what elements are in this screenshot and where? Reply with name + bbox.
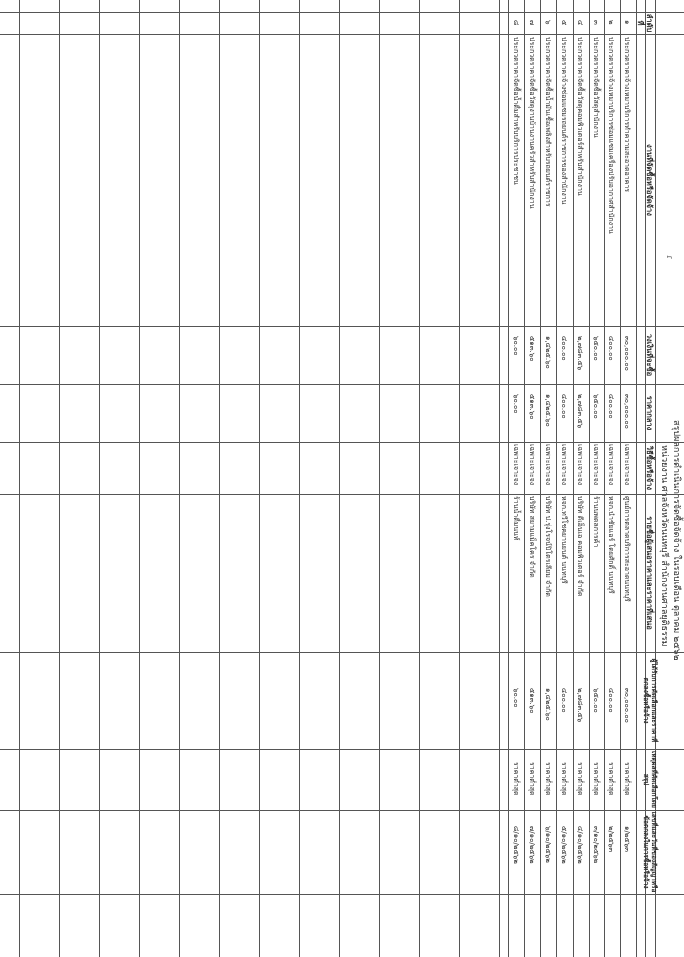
header-winner: ผู้ได้รับการคัดเลือกและราคาที่ตกลงซื้อหรือจ้าง xyxy=(642,658,658,743)
header-budget: วงเงินที่จะซื้อ xyxy=(645,333,654,377)
table-row-2-vendor: ร้านนพดลการค้า xyxy=(592,496,600,548)
table-row-4-work: ประกวดราคาจ้างซ่อมแซมรถยนต์ราชการของสำนักงาน xyxy=(560,37,568,205)
table-row-7-budget: ๖๐.๐๐ xyxy=(512,336,520,356)
table-row-5-no: ๖ xyxy=(544,20,552,25)
pen-mark: ɾ xyxy=(664,255,674,260)
table-row-7-contract: ๘/๑๐/๒๕๖๒ xyxy=(512,826,520,864)
table-row-7-price: ๖๐.๐๐ xyxy=(512,688,520,708)
table-row-0-vendor: ศูนย์การตลาดบริการสะอาดนนทบุรี xyxy=(623,496,631,602)
table-row-4-method: เฉพาะเจาะจง xyxy=(560,444,568,486)
table-row-1-budget: ๔๐๐.๐๐ xyxy=(607,336,615,361)
table-row-7-vendor: ร้านน้ำดื่มนนท์ xyxy=(512,496,520,541)
table-row-7-no: ๘ xyxy=(512,20,520,26)
report-subtitle: หน่วยงาน ศาลจังหวัดนนทบุรี สำนักงานศาลยุติธรรม xyxy=(659,445,669,647)
table-row-2-method: เฉพาะเจาะจง xyxy=(592,444,600,486)
table-row-3-method: เฉพาะเจาะจง xyxy=(576,444,584,486)
table-row-6-reason: ราคาต่ำสุด xyxy=(528,762,536,796)
table-row-4-median: ๔๐๐.๐๐ xyxy=(560,394,568,419)
table-row-7-work: ประกวดราคาจัดซื้อน้ำดื่มสำหรับบริการประชาชน xyxy=(512,37,520,185)
header-no: ลำดับที่ xyxy=(636,13,654,33)
table-row-6-vendor: บริษัท สยามแม็คโคร จำกัด xyxy=(528,496,536,578)
table-row-1-price: ๔๐๐.๐๐ xyxy=(607,688,615,713)
table-row-6-budget: ๕๑๓.๖๐ xyxy=(528,336,536,362)
table-row-3-contract: ๔/๑๐/๒๕๖๒ xyxy=(576,826,584,864)
table-row-3-price: ๒,๗๘๓.๕๖ xyxy=(576,688,584,723)
table-row-2-reason: ราคาต่ำสุด xyxy=(592,762,600,796)
table-row-4-price: ๔๐๐.๐๐ xyxy=(560,688,568,713)
table-row-2-work: ประกวดราคาจัดซื้อวัสดุสำนักงาน xyxy=(592,37,600,138)
table-row-2-budget: ๖๕๐.๐๐ xyxy=(592,336,600,361)
table-row-4-contract: ๕/๑๐/๒๕๖๒ xyxy=(560,826,568,864)
table-row-7-median: ๖๐.๐๐ xyxy=(512,394,520,414)
table-row-6-contract: ๗/๑๐/๒๕๖๒ xyxy=(528,826,536,864)
table-row-1-work: ประกวดราคาจ้างเหมาบริการซ่อมแซมเครื่องปรับอากาศสำนักงาน xyxy=(607,37,615,234)
report-title: สรุปผลการดำเนินการจัดซื้อจัดจ้าง ในรอบเดือน ตุลาคม ๒๕๖๒ xyxy=(671,420,681,661)
table-row-4-budget: ๔๐๐.๐๐ xyxy=(560,336,568,361)
header-reason: เหตุผลที่คัดเลือกโดยสรุป xyxy=(642,751,658,808)
table-row-1-reason: ราคาต่ำสุด xyxy=(607,762,615,796)
table-row-6-median: ๕๑๓.๖๐ xyxy=(528,394,536,420)
table-row-6-method: เฉพาะเจาะจง xyxy=(528,444,536,486)
table-row-7-reason: ราคาต่ำสุด xyxy=(512,762,520,796)
table-row-3-median: ๒,๗๘๓.๕๖ xyxy=(576,394,584,429)
table-row-5-price: ๑,๔๒๕.๖๐ xyxy=(544,688,552,721)
header-contract: เลขที่และวันที่ของสัญญาหรือข้อตกลงในการซื้อหรือจ้าง xyxy=(642,811,658,893)
table-row-2-price: ๖๕๐.๐๐ xyxy=(592,688,600,713)
table-row-1-median: ๔๐๐.๐๐ xyxy=(607,394,615,419)
table-row-6-work: ประกวดราคาจัดซื้อวัสดุงานบ้านงานครัวสำหรับสำนักงาน xyxy=(528,37,536,209)
table-row-6-no: ๗ xyxy=(528,20,536,26)
table-row-1-no: ๒ xyxy=(607,20,615,25)
table-row-0-work: ประกวดราคาจ้างเหมาบริการทำความสะอาดอาคาร xyxy=(623,37,631,193)
table-row-3-vendor: บริษัท ดีเอ็นเอ คอมพิวเตอร์ จำกัด xyxy=(576,496,584,597)
table-row-5-method: เฉพาะเจาะจง xyxy=(544,444,552,486)
table-row-0-price: ๓๐,๐๐๐.๐๐ xyxy=(623,688,631,723)
table-row-5-reason: ราคาต่ำสุด xyxy=(544,762,552,796)
table-row-3-no: ๔ xyxy=(576,20,584,26)
table-row-2-no: ๓ xyxy=(592,20,600,25)
table-row-2-median: ๖๕๐.๐๐ xyxy=(592,394,600,419)
table-row-0-contract: ๑/๒๕๖๓ xyxy=(623,826,631,852)
header-bidders: รายชื่อผู้เสนอราคาและราคาที่เสนอ xyxy=(645,516,654,630)
header-work-item: งานที่จัดซื้อหรือจัดจ้าง xyxy=(645,144,654,216)
table-row-3-budget: ๒,๗๘๓.๕๖ xyxy=(576,336,584,371)
table-row-5-median: ๑,๔๒๕.๖๐ xyxy=(544,394,552,427)
table-row-0-method: เฉพาะเจาะจง xyxy=(623,444,631,486)
table-row-5-budget: ๑,๔๒๕.๖๐ xyxy=(544,336,552,369)
table-row-1-vendor: หจก.นำชัยแอร์ โดยศักดิ์ นนทบุรี xyxy=(607,496,615,594)
table-row-4-vendor: หจก.ทวีโชคยานยนต์ นนทบุรี xyxy=(560,496,568,584)
table-row-3-work: ประกวดราคาจัดซื้อวัสดุคอมพิวเตอร์สำหรับสำนักงาน xyxy=(576,37,584,196)
table-row-2-contract: ๓/๑๐/๒๕๖๒ xyxy=(592,826,600,864)
table-row-5-contract: ๖/๑๐/๒๕๖๒ xyxy=(544,826,552,863)
table-row-6-price: ๕๑๓.๖๐ xyxy=(528,688,536,714)
table-row-4-reason: ราคาต่ำสุด xyxy=(560,762,568,796)
table-row-4-no: ๕ xyxy=(560,20,568,26)
table-row-5-work: ประกวดราคาจัดซื้อน้ำมันเชื้อเพลิงสำหรับรถยนต์ราชการ xyxy=(544,37,552,207)
table-row-0-budget: ๓๐,๐๐๐.๐๐ xyxy=(623,336,631,371)
table-row-3-reason: ราคาต่ำสุด xyxy=(576,762,584,796)
table-row-0-reason: ราคาต่ำสุด xyxy=(623,762,631,796)
header-median-price: ราคากลาง xyxy=(645,395,654,431)
table-row-0-no: ๑ xyxy=(623,20,631,25)
table-row-1-contract: ๒/๒๕๖๓ xyxy=(607,826,615,853)
table-row-1-method: เฉพาะเจาะจง xyxy=(607,444,615,486)
header-method: วิธีซื้อหรือจ้าง xyxy=(645,445,654,491)
table-row-0-median: ๓๐,๐๐๐.๐๐ xyxy=(623,394,631,429)
table-row-5-vendor: บริษัท ป.รุ่งโรจน์ปิโตรเลียม จำกัด xyxy=(544,496,552,597)
table-row-7-method: เฉพาะเจาะจง xyxy=(512,444,520,486)
